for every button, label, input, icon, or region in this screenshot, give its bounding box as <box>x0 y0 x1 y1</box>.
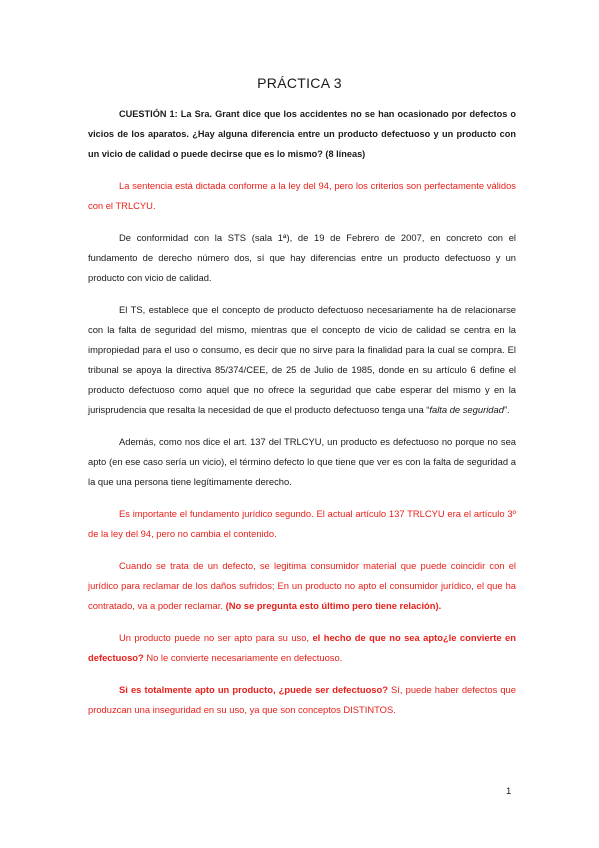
paragraph-8 <box>88 680 516 720</box>
paragraph-7-text: Un producto puede no ser apto para su uso, <box>119 632 313 643</box>
paragraph-8-bold: Si es totalmente apto un producto, ¿puede ser defectuoso? <box>119 684 388 695</box>
document-body <box>88 104 516 732</box>
paragraph-7 <box>88 628 516 668</box>
paragraph-7-end: No le convierte necesariamente en defectuoso. <box>143 652 343 663</box>
paragraph-7-bold: el hecho de que no sea apto¿le convierte en defectuoso? <box>88 632 516 663</box>
paragraph-6 <box>88 556 516 616</box>
question-paragraph: CUESTIÓN 1: La Sra. Grant dice que los accidentes no se han ocasionado por defectos o vicios de los aparatos. ¿Hay alguna diferencia entre un producto defectuoso y un producto con un vicio de calidad o puede decirse que es lo mismo? (8 líneas) <box>88 109 516 159</box>
paragraph-4: Además, como nos dice el art. 137 del TRLCYU, un producto es defectuoso no porque no sea apto (en ese caso sería un vicio), el término defecto lo que tiene que ver es con la falta de seguridad a la que una persona tiene legítimamente derecho. <box>88 436 516 487</box>
paragraph-3 <box>88 300 516 420</box>
paragraph-6-bold: (No se pregunta esto último pero tiene relación). <box>225 600 442 611</box>
page-title: PRÁCTICA 3 <box>257 75 342 91</box>
paragraph-6-text: Cuando se trata de un defecto, se legitima consumidor material que puede coincidir con el jurídico para reclamar de los daños sufridos; En un producto no apto el consumidor jurídico, el que ha contratado, va a poder reclamar. <box>88 560 516 611</box>
paragraph-1: La sentencia está dictada conforme a la ley del 94, pero los criterios son perfectamente válidos con el TRLCYU. <box>88 180 516 211</box>
paragraph-5: Es importante el fundamento jurídico segundo. El actual artículo 137 TRLCYU era el artículo 3º de la ley del 94, pero no cambia el contenido. <box>88 508 516 539</box>
page-number: 1 <box>506 786 512 797</box>
paragraph-3-text: El TS, establece que el concepto de producto defectuoso necesariamente ha de relacionarse con la falta de seguridad del mismo, mientras que el concepto de vicio de calidad se centra en la impropiedad para el uso o consumo, es decir que no sirve para la finalidad para la cual se compra. El tribunal se apoya la directiva 85/374/CEE, de 25 de Julio de 1985, donde en su artículo 6 define el producto defectuoso como aquel que no ofrece la seguridad que cabe esperar del mismo y en la jurisprudencia que resalta la necesidad de que el producto defectuoso tenga una “ <box>88 304 516 415</box>
paragraph-2: De conformidad con la STS (sala 1ª), de 19 de Febrero de 2007, en concreto con el fundamento de derecho número dos, sí que hay diferencias entre un producto defectuoso y un producto con vicio de calidad. <box>88 232 516 283</box>
paragraph-3-end: ”. <box>503 404 510 415</box>
paragraph-3-italic: falta de seguridad <box>429 404 504 415</box>
paragraph-8-end: Sí, puede haber defectos que produzcan una inseguridad en su uso, ya que son conceptos DISTINTOS. <box>88 684 516 715</box>
